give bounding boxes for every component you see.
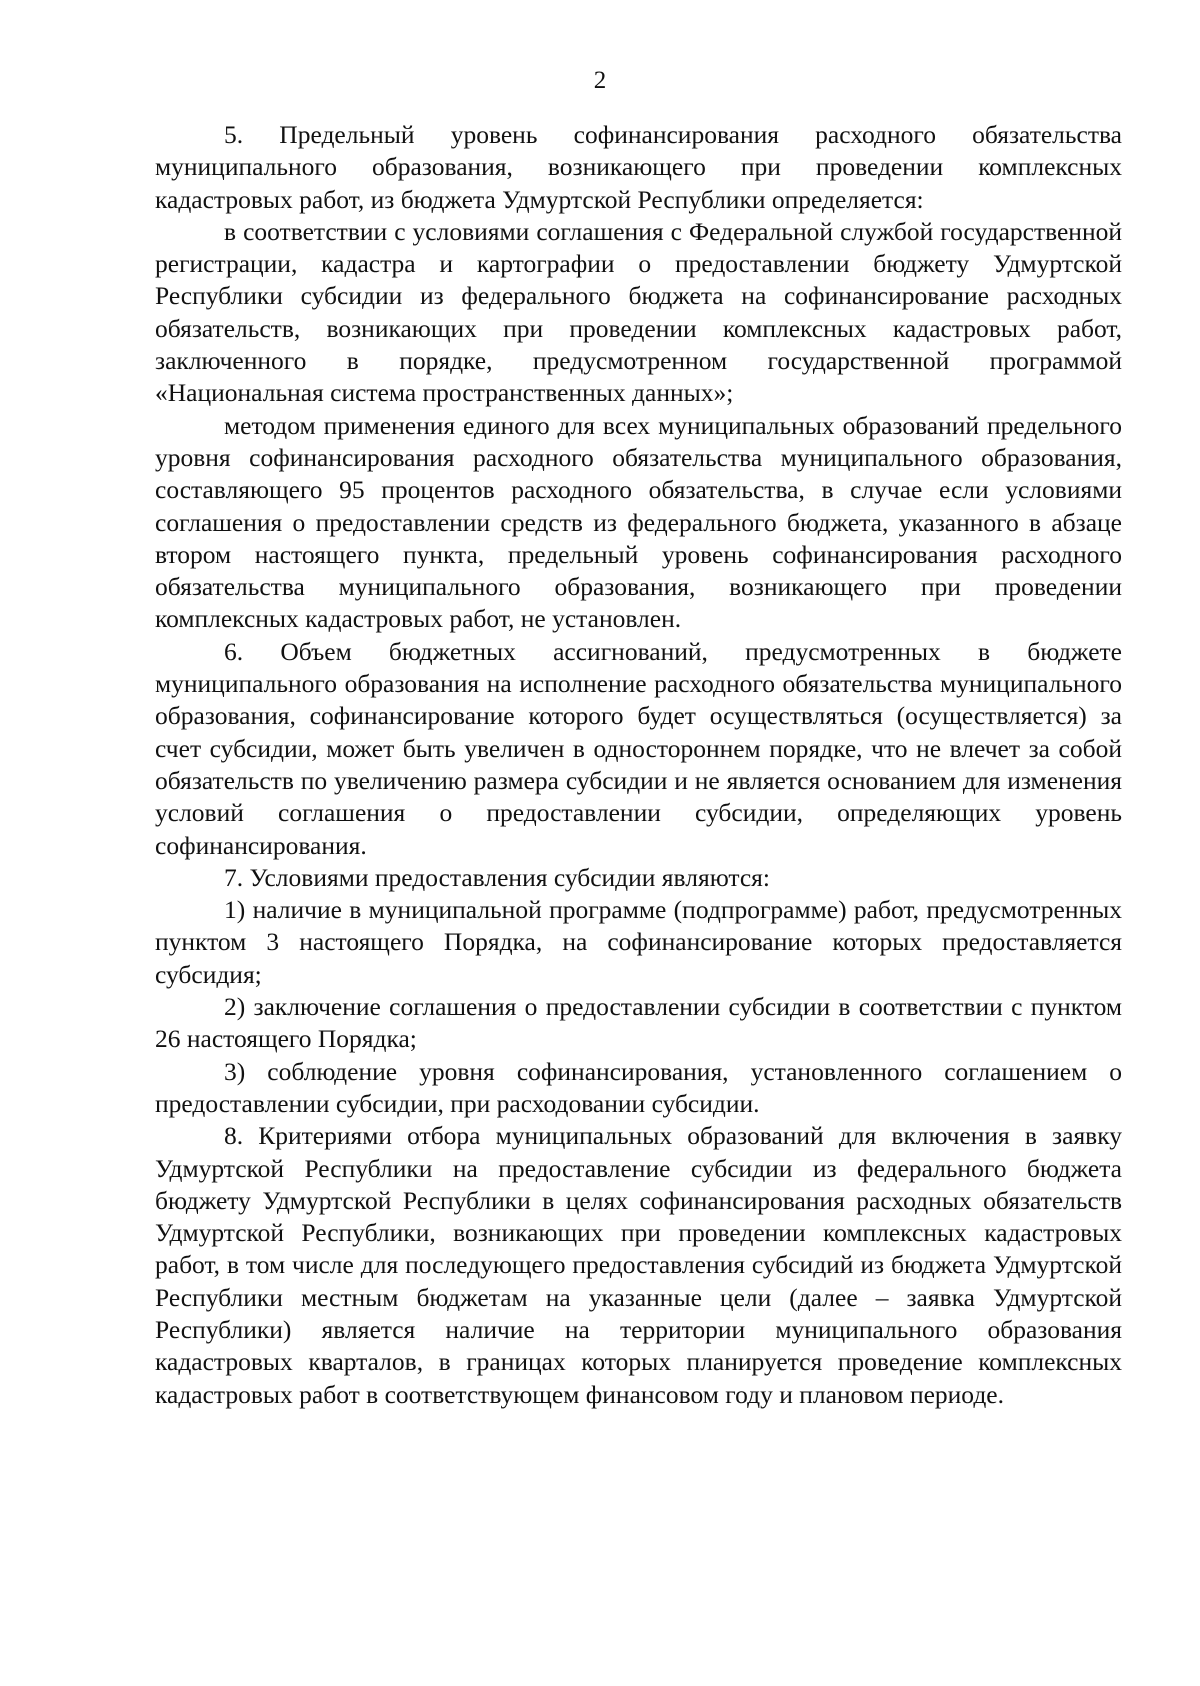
paragraph-5-option-agreement: в соответствии с условиями соглашения с Федеральной службой государственной регистрации, кадастра и картографии о предоставлении бюджету Удмуртской Республики субсидии из федерального бюджета на софинансирование расходных обязательств, возникающих при проведении комплексных кадастровых работ, заключенного в порядке, предусмотренном государственной программой «Национальная система пространственных данных»; <box>155 216 1122 408</box>
paragraph-5-intro: 5. Предельный уровень софинансирования расходного обязательства муниципального образования, возникающего при проведении комплексных кадастровых работ, из бюджета Удмуртской Республики определяется: <box>155 120 1122 214</box>
paragraph-5-option-uniform-level: методом применения единого для всех муниципальных образований предельного уровня софинансирования расходного обязательства муниципального образования, составляющего 95 процентов расходного обязательства, в случае если условиями соглашения о предоставлении средств из федерального бюджета, указанного в абзаце втором настоящего пункта, предельный уровень софинансирования расходного обязательства муниципального образования, возникающего при проведении комплексных кадастровых работ, не установлен. <box>155 410 1122 634</box>
paragraph-7-intro: 7. Условиями предоставления субсидии являются: <box>224 862 770 892</box>
paragraph-6: 6. Объем бюджетных ассигнований, предусмотренных в бюджете муниципального образования на исполнение расходного обязательства муниципального образования, софинансирование которого будет осуществляться (осуществляется) за счет субсидии, может быть увеличен в одностороннем порядке, что не влечет за собой обязательств по увеличению размера субсидии и не является основанием для изменения условий соглашения о предоставлении субсидии, определяющих уровень софинансирования. <box>155 636 1122 860</box>
paragraph-7-item-1: 1) наличие в муниципальной программе (подпрограмме) работ, предусмотренных пунктом 3 настоящего Порядка, на софинансирование которых предоставляется субсидия; <box>155 895 1122 989</box>
page-number: 2 <box>593 67 607 94</box>
paragraph-7-item-2: 2) заключение соглашения о предоставлении субсидии в соответствии с пунктом 26 настоящего Порядка; <box>155 992 1122 1054</box>
document-body <box>155 119 1122 1411</box>
paragraph-8: 8. Критериями отбора муниципальных образований для включения в заявку Удмуртской Республики на предоставление субсидии из федерального бюджета бюджету Удмуртской Республики в целях софинансирования расходных обязательств Удмуртской Республики, возникающих при проведении комплексных кадастровых работ, в том числе для последующего предоставления субсидий из бюджета Удмуртской Республики местным бюджетам на указанные цели (далее – заявка Удмуртской Республики) является наличие на территории муниципального образования кадастровых кварталов, в границах которых планируется проведение комплексных кадастровых работ в соответствующем финансовом году и плановом периоде. <box>155 1121 1122 1409</box>
paragraph-7-item-3: 3) соблюдение уровня софинансирования, установленного соглашением о предоставлении субсидии, при расходовании субсидии. <box>155 1056 1122 1118</box>
